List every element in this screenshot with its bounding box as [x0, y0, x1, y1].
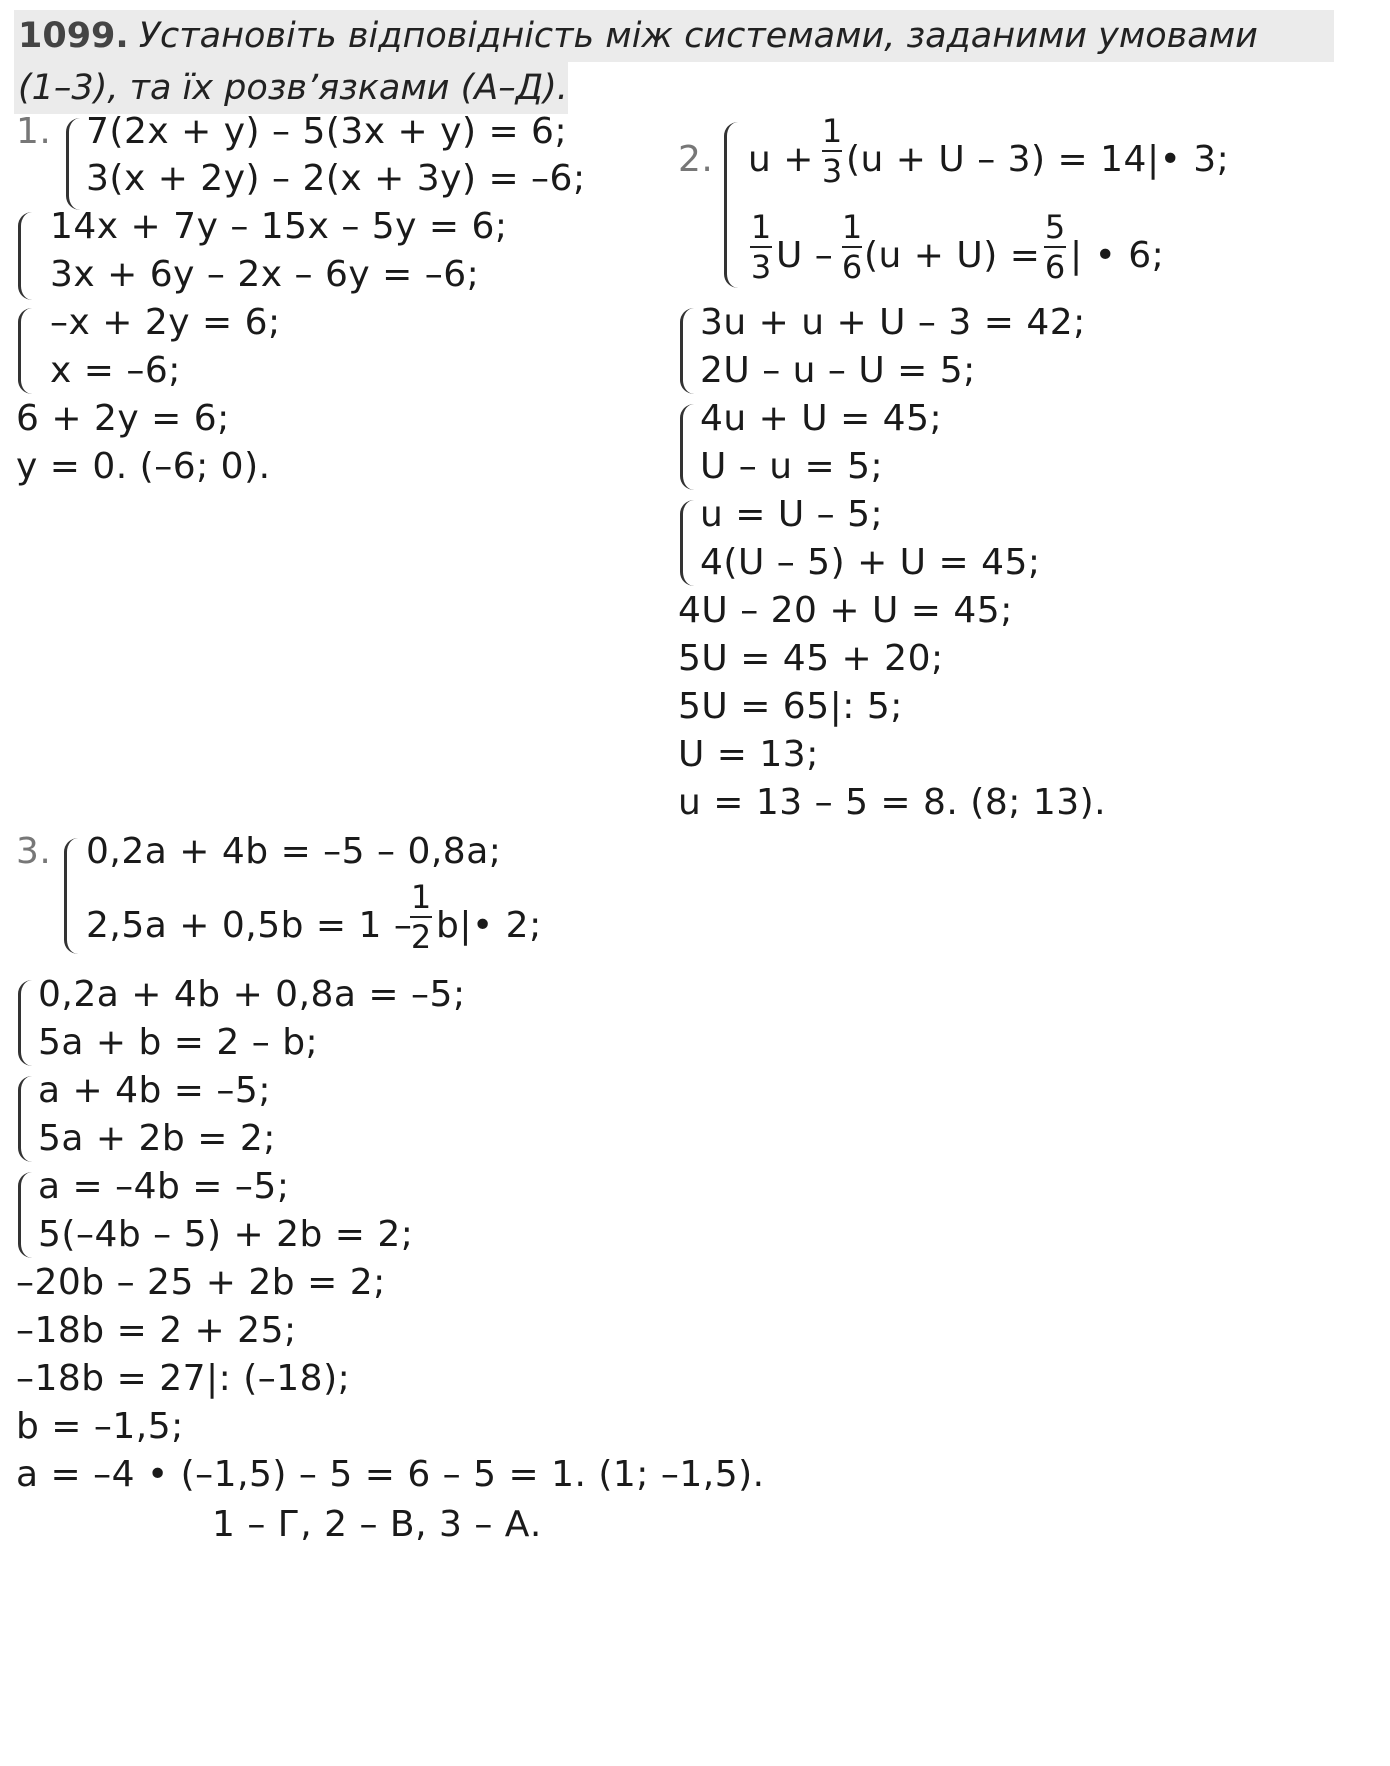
- system3-label: 3.: [16, 831, 52, 872]
- s1-line8: y = 0. (–6; 0).: [16, 446, 271, 487]
- s3-frac: [408, 878, 434, 956]
- system2-brace: [724, 122, 739, 288]
- s2-frac2: [748, 208, 774, 286]
- s2-line9: 4U – 20 + U = 45;: [678, 590, 1013, 631]
- system1-label: 1.: [16, 111, 52, 152]
- s3-line6: 5a + 2b = 2;: [38, 1118, 276, 1159]
- s2-brace2: [680, 308, 695, 394]
- s1-line6: x = –6;: [50, 350, 181, 391]
- s2-frac1-num: 1: [821, 112, 843, 150]
- s2-line7: u = U – 5;: [700, 494, 884, 535]
- s3-line1: 0,2a + 4b = –5 – 0,8a;: [86, 831, 502, 872]
- s1-line3: 14x + 7y – 15x – 5y = 6;: [50, 206, 508, 247]
- s2-line11: 5U = 65|: 5;: [678, 686, 903, 727]
- system2-label: 2.: [678, 139, 714, 180]
- s3-brace2: [18, 980, 33, 1066]
- s1-line7: 6 + 2y = 6;: [16, 398, 230, 439]
- s2-eq2-part2: (u + U) =: [864, 235, 1041, 276]
- s3-line5: a + 4b = –5;: [38, 1070, 271, 1111]
- s2-frac4-den: 6: [1044, 248, 1066, 286]
- s3-line8: 5(–4b – 5) + 2b = 2;: [38, 1214, 414, 1255]
- s3-line12: b = –1,5;: [16, 1406, 184, 1447]
- s3-line10: –18b = 2 + 25;: [16, 1310, 297, 1351]
- s3-line7: a = –4b = –5;: [38, 1166, 290, 1207]
- task-header: [14, 10, 1334, 62]
- s3-line3: 0,2a + 4b + 0,8a = –5;: [38, 974, 466, 1015]
- s3-frac-num: 1: [410, 878, 432, 916]
- s2-line13: u = 13 – 5 = 8. (8; 13).: [678, 782, 1107, 823]
- s3-eq2-start: 2,5a + 0,5b = 1 –: [86, 905, 413, 946]
- task-number: 1099.: [18, 16, 129, 56]
- s2-line6: U – u = 5;: [700, 446, 884, 487]
- s3-brace4: [18, 1172, 33, 1258]
- s1-brace3: [18, 308, 33, 394]
- task-text-1: Установіть відповідність між системами, заданими умовами: [138, 16, 1258, 56]
- s2-eq1-start: u +: [748, 139, 814, 180]
- s3-line11: –18b = 27|: (–18);: [16, 1358, 351, 1399]
- s2-frac3-den: 6: [841, 248, 863, 286]
- system1-brace: [66, 118, 81, 210]
- s2-brace4: [680, 500, 695, 586]
- s2-line3: 3u + u + U – 3 = 42;: [700, 302, 1086, 343]
- s2-line10: 5U = 45 + 20;: [678, 638, 944, 679]
- s2-line8: 4(U – 5) + U = 45;: [700, 542, 1041, 583]
- s1-line2: 3(x + 2y) – 2(x + 3y) = –6;: [86, 158, 586, 199]
- s2-frac4-num: 5: [1044, 208, 1066, 246]
- s2-frac1: [820, 112, 844, 190]
- s3-eq2-end: b|• 2;: [436, 905, 542, 946]
- final-answer: 1 – Г, 2 – В, 3 – А.: [212, 1504, 542, 1545]
- s2-line12: U = 13;: [678, 734, 819, 775]
- task-statement-line2-wrap: [14, 62, 568, 114]
- s2-eq2-part1: U –: [776, 235, 834, 276]
- s1-brace2: [18, 212, 33, 300]
- s3-line9: –20b – 25 + 2b = 2;: [16, 1262, 386, 1303]
- s3-line4: 5a + b = 2 – b;: [38, 1022, 319, 1063]
- s2-frac3: [840, 208, 864, 286]
- s2-eq2-part3: | • 6;: [1070, 235, 1165, 276]
- s2-frac2-den: 3: [750, 248, 772, 286]
- s1-line4: 3x + 6y – 2x – 6y = –6;: [50, 254, 480, 295]
- s2-line4: 2U – u – U = 5;: [700, 350, 976, 391]
- s2-eq1-end: (u + U – 3) = 14|• 3;: [846, 139, 1230, 180]
- s2-frac2-num: 1: [750, 208, 772, 246]
- s1-line5: –x + 2y = 6;: [50, 302, 281, 343]
- s2-frac3-num: 1: [841, 208, 863, 246]
- s2-brace3: [680, 404, 695, 490]
- s3-brace3: [18, 1076, 33, 1162]
- task-statement-line2: (1–3), та їх розв’язками (А–Д).: [14, 62, 568, 114]
- task-statement-line1: [14, 10, 1334, 62]
- s3-line13: a = –4 • (–1,5) – 5 = 6 – 5 = 1. (1; –1,5).: [16, 1454, 765, 1495]
- s2-frac4: [1042, 208, 1068, 286]
- s2-line5: 4u + U = 45;: [700, 398, 943, 439]
- s2-frac1-den: 3: [821, 152, 843, 190]
- s1-line1: 7(2x + y) – 5(3x + y) = 6;: [86, 111, 568, 152]
- system3-brace: [64, 838, 79, 954]
- s3-frac-den: 2: [410, 918, 432, 956]
